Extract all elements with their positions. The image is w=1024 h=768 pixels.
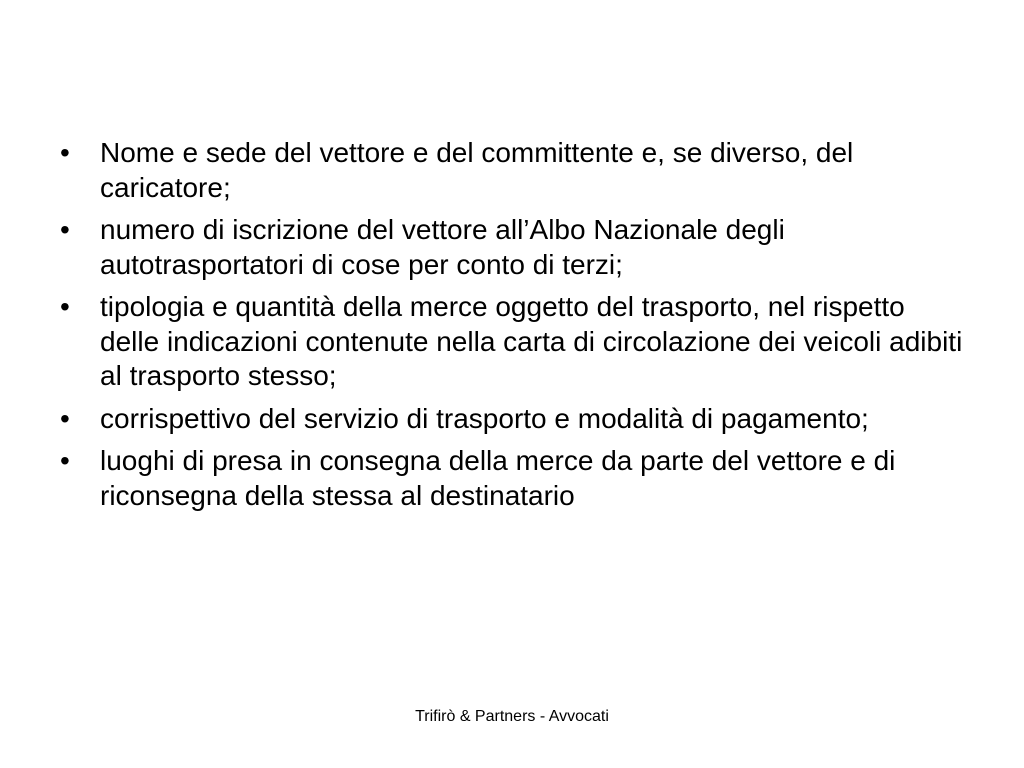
bullet-dot-icon: • (60, 291, 70, 322)
bullet-list (60, 136, 970, 521)
bullet-item (60, 290, 970, 394)
bullet-text: tipologia e quantità della merce oggetto del trasporto, nel rispetto delle indicazioni contenute nella carta di circolazione dei veicoli adibiti al trasporto stesso; (100, 291, 963, 391)
bullet-item (60, 402, 970, 437)
bullet-text: numero di iscrizione del vettore all’Albo Nazionale degli autotrasportatori di cose per conto di terzi; (100, 214, 785, 280)
bullet-text: luoghi di presa in consegna della merce da parte del vettore e di riconsegna della stessa al destinatario (100, 445, 896, 511)
bullet-item (60, 444, 970, 513)
bullet-item (60, 213, 970, 282)
bullet-text: Nome e sede del vettore e del committente e, se diverso, del caricatore; (100, 137, 854, 203)
bullet-text: corrispettivo del servizio di trasporto e modalità di pagamento; (100, 402, 869, 434)
bullet-dot-icon: • (60, 137, 70, 168)
bullet-dot-icon: • (60, 214, 70, 245)
bullet-dot-icon: • (60, 445, 70, 476)
bullet-dot-icon: • (60, 402, 70, 434)
bullet-item (60, 136, 970, 205)
footer-text: Trifirò & Partners - Avvocati (415, 708, 609, 725)
